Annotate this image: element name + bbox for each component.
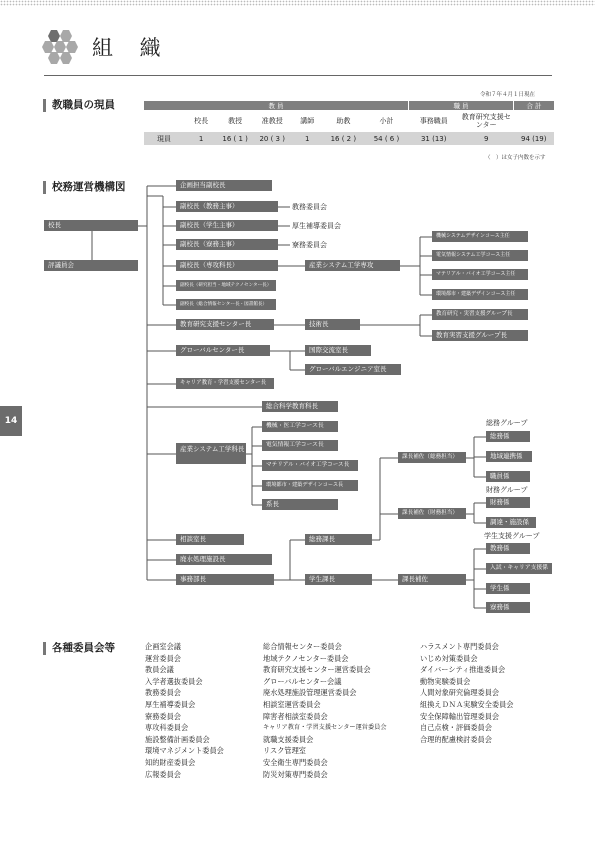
value-cell: 94 (19) [514, 132, 555, 145]
value-cell: 54 ( 6 ) [364, 132, 408, 145]
student-group-label: 学生支援グループ [484, 532, 540, 540]
regional-section-box: 地域連携係 [486, 451, 532, 462]
value-cell: 20 ( 3 ) [252, 132, 292, 145]
finance-section-box: 財務係 [486, 497, 530, 508]
committee-item: 教育研究支援センター運営委員会 [263, 665, 371, 675]
counseling-box: 相談室長 [176, 534, 244, 545]
material-course-chief-box: マテリアル・バイオ工学コース主任 [432, 269, 528, 280]
personnel-section-box: 職員係 [486, 471, 530, 482]
committee-item: 施設整備計画委員会 [145, 734, 210, 744]
col-header: 講師 [300, 117, 315, 125]
committee-column-3 [420, 641, 513, 745]
org-heading: 校務運営機構図 [43, 181, 126, 194]
env-course-chief-box: 環境都市・建築デザインコース主任 [432, 289, 528, 300]
deputy-student-box: 課長補佐 [398, 574, 466, 585]
page-number-tab: 14 [0, 406, 22, 436]
committee-item: 就職支援委員会 [263, 734, 314, 744]
admissions-section-box: 入試・キャリア支援係 [486, 563, 552, 574]
committee-item: 防災対策専門委員会 [263, 769, 328, 779]
staff-group-header: 職 員 [409, 101, 514, 110]
value-cell: 1 [184, 132, 218, 145]
committee-item: 安全衛生専門委員会 [263, 757, 328, 767]
academic-section-box: 教務係 [486, 543, 530, 554]
intl-exchange-box: 国際交流室長 [305, 345, 371, 356]
student-affairs-chief-box: 学生課長 [305, 574, 372, 585]
committee-item: キャリア教育・学習支援センター運営委員会 [263, 724, 387, 732]
finance-group-label: 財務グループ [486, 486, 528, 494]
general-affairs-chief-box: 総務課長 [305, 534, 372, 545]
as-of-date: 令和７年４月１日現在 [480, 92, 536, 98]
value-cell: 16 ( 1 ) [218, 132, 252, 145]
col-header: 校長 [194, 117, 209, 125]
committee-item: 厚生補導委員会 [145, 699, 196, 709]
total-group-header: 合 計 [514, 101, 555, 110]
technical-chief-box: 技術長 [305, 319, 360, 330]
planning-vice-principal-box: 企画担当副校長 [176, 180, 272, 191]
division-head-box: 系長 [262, 499, 338, 510]
committee-item: いじめ対策委員会 [420, 653, 478, 663]
committee-item: 地域テクノセンター委員会 [263, 653, 349, 663]
value-cell: 31 (13) [409, 132, 459, 145]
deputy-finance-box: 課長補佐（財務担当） [398, 508, 466, 519]
col-header: 小計 [379, 117, 394, 125]
academic-committee-text: 教務委員会 [292, 203, 327, 211]
env-course-head-box: 環境都市・建築デザインコース長 [262, 480, 358, 491]
col-header: 教育研究支援センター [461, 113, 511, 129]
faculty-group-header: 教 員 [144, 101, 409, 110]
industrial-dept-box: 産業システム工学科長 [176, 443, 246, 464]
value-cell: 16 ( 2 ) [322, 132, 364, 145]
vice-principal-dorm-box: 副校長（寮務主事） [176, 239, 278, 250]
wastewater-box: 廃水処理施設長 [176, 554, 272, 565]
mech-course-chief-box: 機械システムデザインコース主任 [432, 231, 528, 242]
committee-item: ハラスメント専門委員会 [420, 642, 499, 651]
col-header: 准教授 [261, 117, 283, 125]
committee-item: 総合情報センター委員会 [263, 642, 342, 651]
committees-heading: 各種委員会等 [43, 642, 115, 655]
global-center-box: グローバルセンター長 [176, 345, 270, 356]
committee-item: 教員会議 [145, 665, 174, 675]
col-header: 教授 [228, 117, 243, 125]
dorm-committee-text: 寮務委員会 [292, 241, 327, 249]
vice-principal-info-box: 副校長（総合情報センター長・図書館長） [176, 299, 276, 310]
committee-item: 動物実験委員会 [420, 676, 471, 686]
value-cell: 1 [292, 132, 322, 145]
row-label: 現員 [144, 132, 184, 145]
vice-principal-academic-box: 副校長（教務主事） [176, 201, 278, 212]
committee-item: 自己点検・評価委員会 [420, 723, 492, 733]
col-header: 助教 [336, 117, 351, 125]
career-center-box: キャリア教育・学習支援センター長 [176, 378, 274, 389]
dorm-section-box: 寮務係 [486, 602, 530, 613]
committee-item: ダイバーシティ推進委員会 [420, 665, 506, 675]
committee-item: 寮務委員会 [145, 711, 181, 721]
committee-item: 教務委員会 [145, 688, 181, 698]
practice-support-group-box: 教育実習支援グループ長 [432, 330, 528, 341]
committee-item: 運営委員会 [145, 653, 181, 663]
research-support-center-box: 教育研究支援センター長 [176, 319, 274, 330]
vice-principal-advanced-box: 副校長（専攻科長） [176, 260, 278, 271]
committee-item: 入学者選抜委員会 [145, 676, 203, 686]
material-course-head-box: マテリアル・バイオ工学コース長 [262, 460, 358, 471]
committee-item: 安全保障輸出管理委員会 [420, 711, 500, 721]
female-count-note: （ ）は女子内数を示す [485, 155, 546, 161]
vice-principal-research-box: 副校長（研究担当・地域テクノセンター長） [176, 280, 276, 291]
page-title: 組 織 [92, 36, 171, 60]
student-section-box: 学生係 [486, 583, 530, 594]
committee-item: リスク管理室 [263, 746, 306, 756]
committee-item: 知的財産委員会 [145, 757, 196, 767]
elec-course-chief-box: 電気情報システム工学コース主任 [432, 250, 528, 261]
research-support-group-box: 教育研究・実習支援グループ長 [432, 309, 528, 320]
principal-box: 校長 [44, 220, 138, 231]
committee-item: 広報委員会 [145, 769, 181, 779]
value-cell: 9 [459, 132, 514, 145]
council-box: 評議員会 [44, 260, 138, 271]
procurement-section-box: 調達・施設係 [486, 517, 536, 528]
general-science-box: 総合科学教育科長 [262, 401, 338, 412]
committee-item: 障害者相談室委員会 [263, 711, 328, 721]
committee-item: 人間対象研究倫理委員会 [420, 688, 500, 698]
committee-item: 組換えＤＮＡ実験安全委員会 [420, 699, 514, 709]
staff-heading: 教職員の現員 [43, 99, 115, 112]
mech-course-head-box: 機械・医工学コース長 [262, 421, 338, 432]
committee-column-2 [263, 641, 387, 780]
global-engineer-box: グローバルエンジニア室長 [305, 364, 401, 375]
admin-director-box: 事務部長 [176, 574, 274, 585]
committee-item: グローバルセンター会議 [263, 676, 342, 686]
elec-course-head-box: 電気情報工学コース長 [262, 440, 338, 451]
committee-item: 相談室運営委員会 [263, 699, 321, 709]
advanced-course-box: 産業システム工学専攻 [305, 260, 400, 271]
committee-column-1 [145, 641, 224, 780]
committee-item: 廃水処理施設管理運営委員会 [263, 688, 357, 698]
committee-item: 専攻科委員会 [145, 723, 189, 733]
welfare-committee-text: 厚生補導委員会 [292, 222, 341, 230]
col-header: 事務職員 [419, 117, 448, 125]
committee-item: 企画室会議 [145, 642, 181, 651]
general-section-box: 総務係 [486, 431, 530, 442]
committee-item: 環境マネジメント委員会 [145, 746, 224, 756]
committee-item: 合理的配慮検討委員会 [420, 734, 492, 744]
deputy-general-box: 課長補佐（総務担当） [398, 452, 466, 463]
vice-principal-student-box: 副校長（学生主事） [176, 220, 278, 231]
general-group-label: 総務グループ [486, 419, 528, 427]
